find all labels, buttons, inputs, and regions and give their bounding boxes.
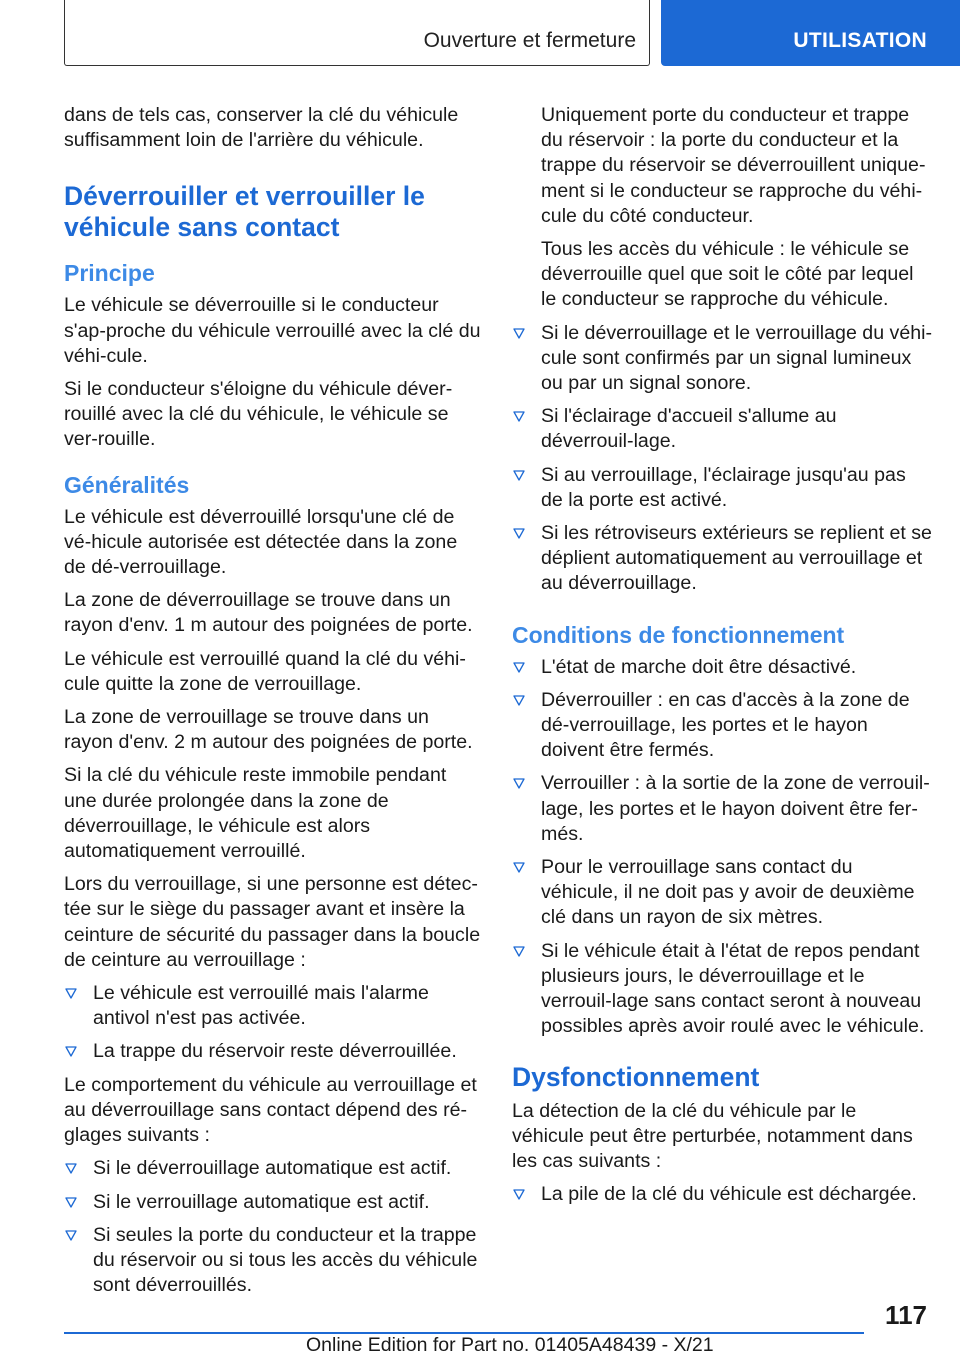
triangle-bullet-icon [513,946,525,958]
list-item [512,521,932,597]
bullet-list [64,981,482,1065]
list-item-text: Si le véhicule était à l'état de repos pendant plusieurs jours, le déverrouillage et le verrouil-lage sans contact seront à nouveau possibles après avoir roulé avec le véhicule. [541,939,925,1038]
subheading-principe: Principe [64,260,155,287]
bullet-list [512,1182,932,1207]
list-item-text: Si le déverrouillage et le verrouillage du véhi-cule sont confirmés par un signal lumineux ou par un signal sonore. [541,321,933,395]
list-item [512,321,932,397]
paragraph: Le comportement du véhicule au verrouillage et au déverrouillage sans contact dépend des ré-glages suivants : [64,1073,477,1147]
header-section-title: Ouverture et fermeture [423,29,636,52]
list-item-text: Si seules la porte du conducteur et la trappe du réservoir ou si tous les accès du véhicule sont déverrouillés. [93,1223,478,1297]
header-chapter-tab [661,0,960,66]
paragraph: Le véhicule est déverrouillé lorsqu'une clé de vé-hicule autorisée est détectée dans la zone de dé-verrouillage. [64,505,458,579]
list-item [512,855,932,931]
left-column [64,103,482,1306]
list-item [512,655,932,680]
triangle-bullet-icon [513,662,525,674]
list-item-text: Si le déverrouillage automatique est actif. [93,1157,452,1180]
section-heading-dysfonctionnement: Dysfonctionnement [512,1061,760,1092]
section-heading-keyless: Déverrouiller et verrouiller le véhicule sans contact [64,181,425,243]
footer-text [306,1334,714,1357]
list-item [512,1182,932,1207]
sub-option: Tous les accès du véhicule : le véhicule se déverrouille quel que soit le côté par lequel le conducteur se rapproche du véhicule. [541,238,914,311]
list-item-text: Verrouiller : à la sortie de la zone de verrouil-lage, les portes et le hayon doivent être fer-més. [541,772,930,845]
bullet-list [512,321,932,597]
triangle-bullet-icon [65,988,77,1000]
triangle-bullet-icon [513,470,525,482]
list-item [64,1039,482,1064]
list-item-text: La trappe du réservoir reste déverrouillée. [93,1040,457,1063]
intro-paragraph: dans de tels cas, conserver la clé du véhicule suffisamment loin de l'arrière du véhicule. [64,104,459,152]
triangle-bullet-icon [513,411,525,423]
paragraph: La détection de la clé du véhicule par le véhicule peut être perturbée, notamment dans les cas suivants : [512,1099,913,1172]
triangle-bullet-icon [65,1230,77,1242]
paragraph: Si le conducteur s'éloigne du véhicule déver-rouillé avec la clé du véhicule, le véhicule se ver-rouille. [64,378,453,451]
list-item-text: Si l'éclairage d'accueil s'allume au déverrouil-lage. [541,405,837,453]
footer-edition: Online Edition for Part no. 01405A48439 - X/21 [306,1334,714,1356]
triangle-bullet-icon [513,1189,525,1201]
list-item-text: L'état de marche doit être désactivé. [541,655,857,678]
list-item [64,1223,482,1299]
list-item [512,688,932,764]
header-chapter-title: UTILISATION [793,29,927,52]
triangle-bullet-icon [513,528,525,540]
paragraph: Le véhicule est verrouillé quand la clé du véhi-cule quitte la zone de verrouillage. [64,647,466,695]
triangle-bullet-icon [65,1197,77,1209]
subheading-conditions: Conditions de fonctionnement [512,621,845,648]
list-item [64,981,482,1031]
list-item-text: Le véhicule est verrouillé mais l'alarme antivol n'est pas activée. [93,982,429,1030]
bullet-list [64,1156,482,1298]
sub-option: Uniquement porte du conducteur et trappe du réservoir : la porte du conducteur et la trappe du réservoir se déverrouillent unique-ment si le conducteur se rapproche du véhi-cule du côté conducteur. [541,104,926,227]
paragraph: Le véhicule se déverrouille si le conducteur s'ap-proche du véhicule verrouillé avec la clé du véhi-cule. [64,294,481,367]
list-item [512,404,932,454]
list-item [512,771,932,847]
paragraph: La zone de déverrouillage se trouve dans un rayon d'env. 1 m autour des poignées de porte. [64,589,473,637]
list-item [512,939,932,1040]
list-item-text: Si au verrouillage, l'éclairage jusqu'au pas de la porte est activé. [541,463,906,511]
page-header [64,0,960,66]
triangle-bullet-icon [513,328,525,340]
triangle-bullet-icon [65,1046,77,1058]
list-item [512,463,932,513]
paragraph: Lors du verrouillage, si une personne est détec-tée sur le siège du passager avant et insère la ceinture de sécurité du passager dans la boucle de ceinture au verrouillage : [64,873,481,971]
list-item-text: Pour le verrouillage sans contact du véhicule, il ne doit pas y avoir de deuxième clé dans un rayon de six mètres. [541,856,915,929]
triangle-bullet-icon [65,1163,77,1175]
paragraph: Si la clé du véhicule reste immobile pendant une durée prolongée dans la zone de déverrouillage, le véhicule est alors automatiquement verrouillé. [64,764,447,863]
bullet-list [512,655,932,1040]
list-item [64,1156,482,1181]
header-section-box [64,0,650,66]
triangle-bullet-icon [513,778,525,790]
triangle-bullet-icon [513,695,525,707]
list-item-text: La pile de la clé du véhicule est déchargée. [541,1183,917,1206]
subheading-generalites: Généralités [64,471,190,498]
list-item-text: Si le verrouillage automatique est actif. [93,1190,430,1213]
list-item [64,1190,482,1215]
list-item-text: Si les rétroviseurs extérieurs se replient et se déplient automatiquement au verrouillage et au déverrouillage. [541,522,932,595]
paragraph: La zone de verrouillage se trouve dans un rayon d'env. 2 m autour des poignées de porte. [64,706,473,754]
right-column [512,103,932,1215]
list-item-text: Déverrouiller : en cas d'accès à la zone de dé-verrouillage, les portes et le hayon doivent être fermés. [541,688,910,762]
page-number: 117 [885,1300,927,1330]
triangle-bullet-icon [513,862,525,874]
